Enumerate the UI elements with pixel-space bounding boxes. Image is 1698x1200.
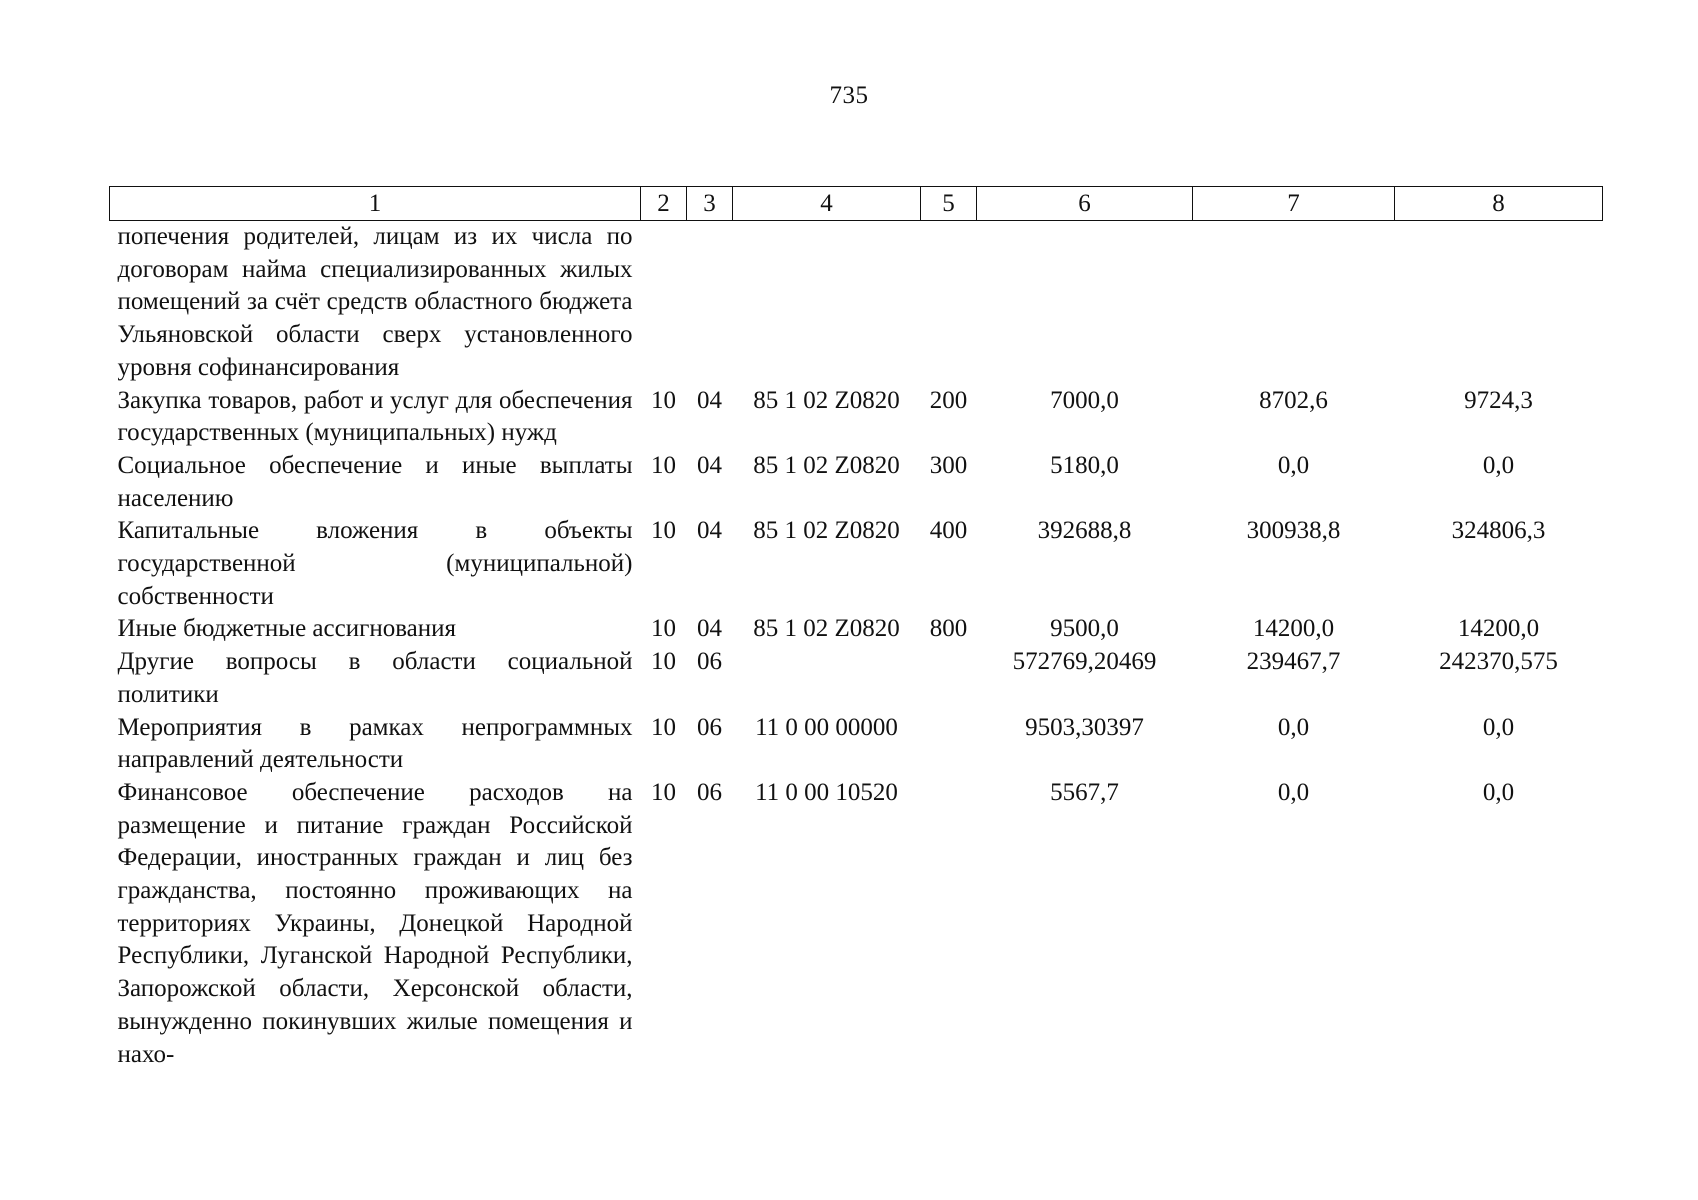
- row-amount-col7: 0,0: [1277, 451, 1310, 479]
- row-amount-col6: 9503,30397: [1025, 713, 1144, 741]
- row-description: Мероприятия в рамках непрограммных направлений деятельности: [117, 713, 633, 774]
- table-row: [110, 646, 1603, 711]
- row-target-code: 85 1 02 Z0820: [753, 386, 900, 414]
- table-row: [110, 712, 1603, 777]
- column-header-8: 8: [1395, 187, 1603, 221]
- column-header-4: 4: [733, 187, 921, 221]
- row-section: 10: [651, 713, 676, 741]
- row-subsection: [687, 221, 733, 385]
- row-description: Другие вопросы в области социальной политики: [117, 648, 633, 708]
- table-header-row: [110, 187, 1603, 221]
- row-expense-type: 300: [929, 451, 968, 479]
- row-description: Иные бюджетные ассигнования: [117, 615, 457, 643]
- row-amount-col7: 0,0: [1277, 713, 1310, 741]
- row-amount-col7: 0,0: [1277, 778, 1310, 806]
- budget-table: [109, 186, 1603, 1071]
- table-row: [110, 613, 1603, 646]
- row-amount-col8: 242370,575: [1439, 648, 1558, 676]
- row-expense-type: 400: [929, 517, 968, 545]
- row-amount-col6: 572769,20469: [1012, 648, 1157, 676]
- row-section: 10: [651, 386, 676, 414]
- row-expense-type: [921, 646, 977, 711]
- row-amount-col8: 0,0: [1482, 451, 1515, 479]
- row-amount-col6: 5180,0: [1050, 451, 1119, 479]
- row-target-code: 85 1 02 Z0820: [753, 451, 900, 479]
- row-amount-col6: 392688,8: [1037, 517, 1132, 545]
- row-target-code: [733, 221, 921, 385]
- row-target-code: [733, 646, 921, 711]
- row-description: Закупка товаров, работ и услуг для обеспечения государственных (муниципальных) нужд: [117, 386, 633, 447]
- table-row: [110, 515, 1603, 613]
- column-header-2: 2: [641, 187, 687, 221]
- row-expense-type: [921, 221, 977, 385]
- row-expense-type: 200: [929, 386, 968, 414]
- row-amount-col8: 0,0: [1482, 713, 1515, 741]
- row-amount-col6: 7000,0: [1050, 386, 1119, 414]
- row-section: 10: [651, 615, 676, 643]
- row-amount-col7: [1193, 221, 1395, 385]
- row-amount-col8: 0,0: [1482, 778, 1515, 806]
- row-target-code: 11 0 00 00000: [755, 713, 898, 741]
- row-section: 10: [651, 517, 676, 545]
- row-description: Капитальные вложения в объекты государственной (муниципальной) собственности: [117, 517, 633, 610]
- table-row: [110, 221, 1603, 385]
- row-amount-col7: 300938,8: [1246, 517, 1341, 545]
- row-subsection: 04: [697, 615, 722, 643]
- row-amount-col8: 324806,3: [1451, 517, 1546, 545]
- row-expense-type: [921, 777, 977, 1071]
- row-amount-col6: 5567,7: [1050, 778, 1119, 806]
- row-section: 10: [651, 451, 676, 479]
- row-amount-col7: 8702,6: [1259, 386, 1328, 414]
- row-amount-col7: 239467,7: [1246, 648, 1341, 676]
- column-header-6: 6: [977, 187, 1193, 221]
- table-row: [110, 385, 1603, 450]
- row-description: попечения родителей, лицам из их числа по договорам найма специализированных жилых помещений за счёт средств областного бюджета Ульяновской области сверх установленного уровня софинансирования: [117, 223, 633, 381]
- table-row: [110, 450, 1603, 515]
- page-number: 735: [829, 82, 869, 109]
- row-section: [641, 221, 687, 385]
- row-amount-col7: 14200,0: [1252, 615, 1335, 643]
- row-amount-col6: [977, 221, 1193, 385]
- row-subsection: 04: [697, 517, 722, 545]
- row-target-code: 85 1 02 Z0820: [753, 615, 900, 643]
- row-subsection: 04: [697, 451, 722, 479]
- row-amount-col6: 9500,0: [1050, 615, 1119, 643]
- row-expense-type: 800: [929, 615, 968, 643]
- row-description: Финансовое обеспечение расходов на размещение и питание граждан Российской Федерации, иностранных граждан и лиц без гражданства, постоянно проживающих на территориях Украины, Донецкой Народной Республики, Луганской Народной Республики, Запорожской области, Херсонской области, вынужденно покинувших жилые помещения и нахо-: [117, 778, 633, 1068]
- row-subsection: 06: [697, 648, 722, 676]
- table-row: [110, 777, 1603, 1071]
- row-target-code: 85 1 02 Z0820: [753, 517, 900, 545]
- row-section: 10: [651, 778, 676, 806]
- column-header-1: 1: [110, 187, 641, 221]
- column-header-5: 5: [921, 187, 977, 221]
- column-header-7: 7: [1193, 187, 1395, 221]
- row-subsection: 04: [697, 386, 722, 414]
- row-subsection: 06: [697, 778, 722, 806]
- row-expense-type: [921, 712, 977, 777]
- row-amount-col8: 14200,0: [1457, 615, 1540, 643]
- row-description: Социальное обеспечение и иные выплаты населению: [117, 451, 633, 512]
- row-amount-col8: 9724,3: [1464, 386, 1533, 414]
- row-section: 10: [651, 648, 676, 676]
- row-subsection: 06: [697, 713, 722, 741]
- column-header-3: 3: [687, 187, 733, 221]
- row-target-code: 11 0 00 10520: [755, 778, 898, 806]
- row-amount-col8: [1395, 221, 1603, 385]
